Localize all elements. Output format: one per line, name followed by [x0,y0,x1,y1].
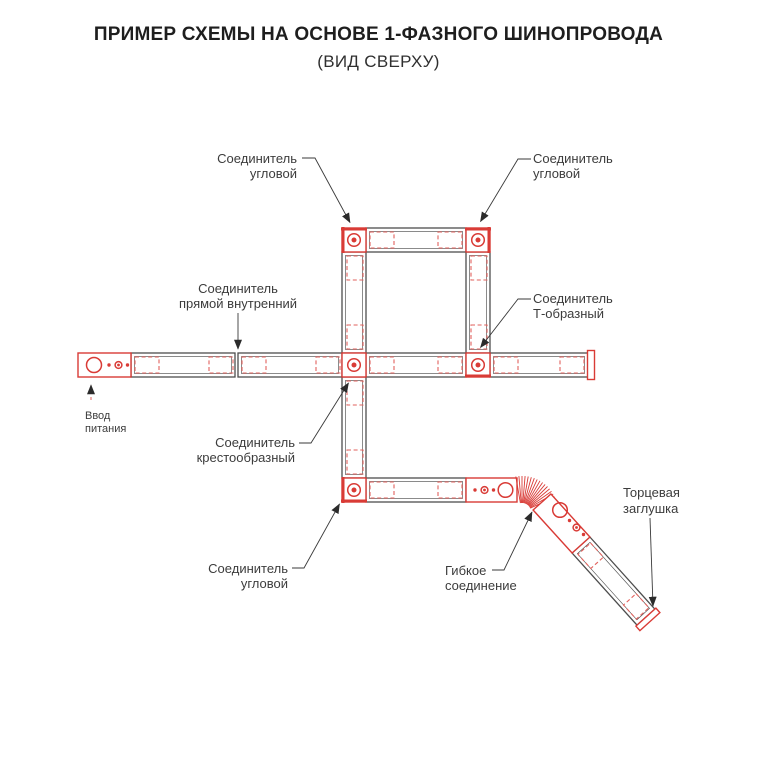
leader-end-cap [650,518,653,606]
label-text: Соединитель [215,435,295,450]
label-text: питания [85,423,127,435]
label-power-input [85,410,126,435]
label-text: Соединитель [217,151,297,166]
label-text: Соединитель [208,561,288,576]
label-end-cap [623,485,680,516]
flexible-arm-angled [533,494,590,553]
leader-flexible [492,512,532,570]
label-text: заглушка [623,501,679,516]
label-text: соединение [445,578,517,593]
page-subtitle: (ВИД СВЕРХУ) [317,52,440,71]
connector-corner-top-left [341,227,367,253]
power-feed [78,353,131,377]
label-text: крестообразный [196,450,295,465]
label-straight-internal [179,281,297,311]
track-segment-bottom-vertical [342,377,366,478]
track-segment-left-vertical [342,252,366,353]
connector-corner-top-right [465,227,491,253]
label-text: угловой [533,166,581,181]
label-corner-top-right [533,151,613,181]
leader-cross [299,383,349,443]
connector-cross [342,353,366,377]
leader-corner-bottom [292,504,340,568]
label-cross [197,435,296,465]
label-corner-top-left [217,151,297,181]
label-text: Соединитель [198,281,278,296]
leader-corner-top-right [481,159,532,222]
label-text: Т-образный [533,306,605,321]
label-text: угловой [240,576,288,591]
label-text: Ввод [85,410,111,422]
track-segment-right-vertical [466,252,490,353]
label-text: прямой внутренний [178,296,298,311]
end-cap-right [588,351,595,380]
flexible-arm-horizontal [466,478,517,502]
label-text: Соединитель [533,291,613,306]
label-text: Гибкое [445,563,487,578]
track-segment-angled [572,537,655,625]
leader-corner-top-left [302,158,350,223]
connector-t-shaped [465,353,491,377]
label-text: Торцевая [623,485,680,500]
label-flexible [445,563,517,593]
label-t-shaped [533,291,613,321]
connector-corner-bottom [341,477,367,503]
label-corner-bottom [208,561,288,591]
label-text: угловой [249,166,297,181]
page-title: ПРИМЕР СХЕМЫ НА ОСНОВЕ 1-ФАЗНОГО ШИНОПРОВОДА [93,24,664,45]
label-text: Соединитель [533,151,613,166]
flexible-connector [466,476,590,553]
